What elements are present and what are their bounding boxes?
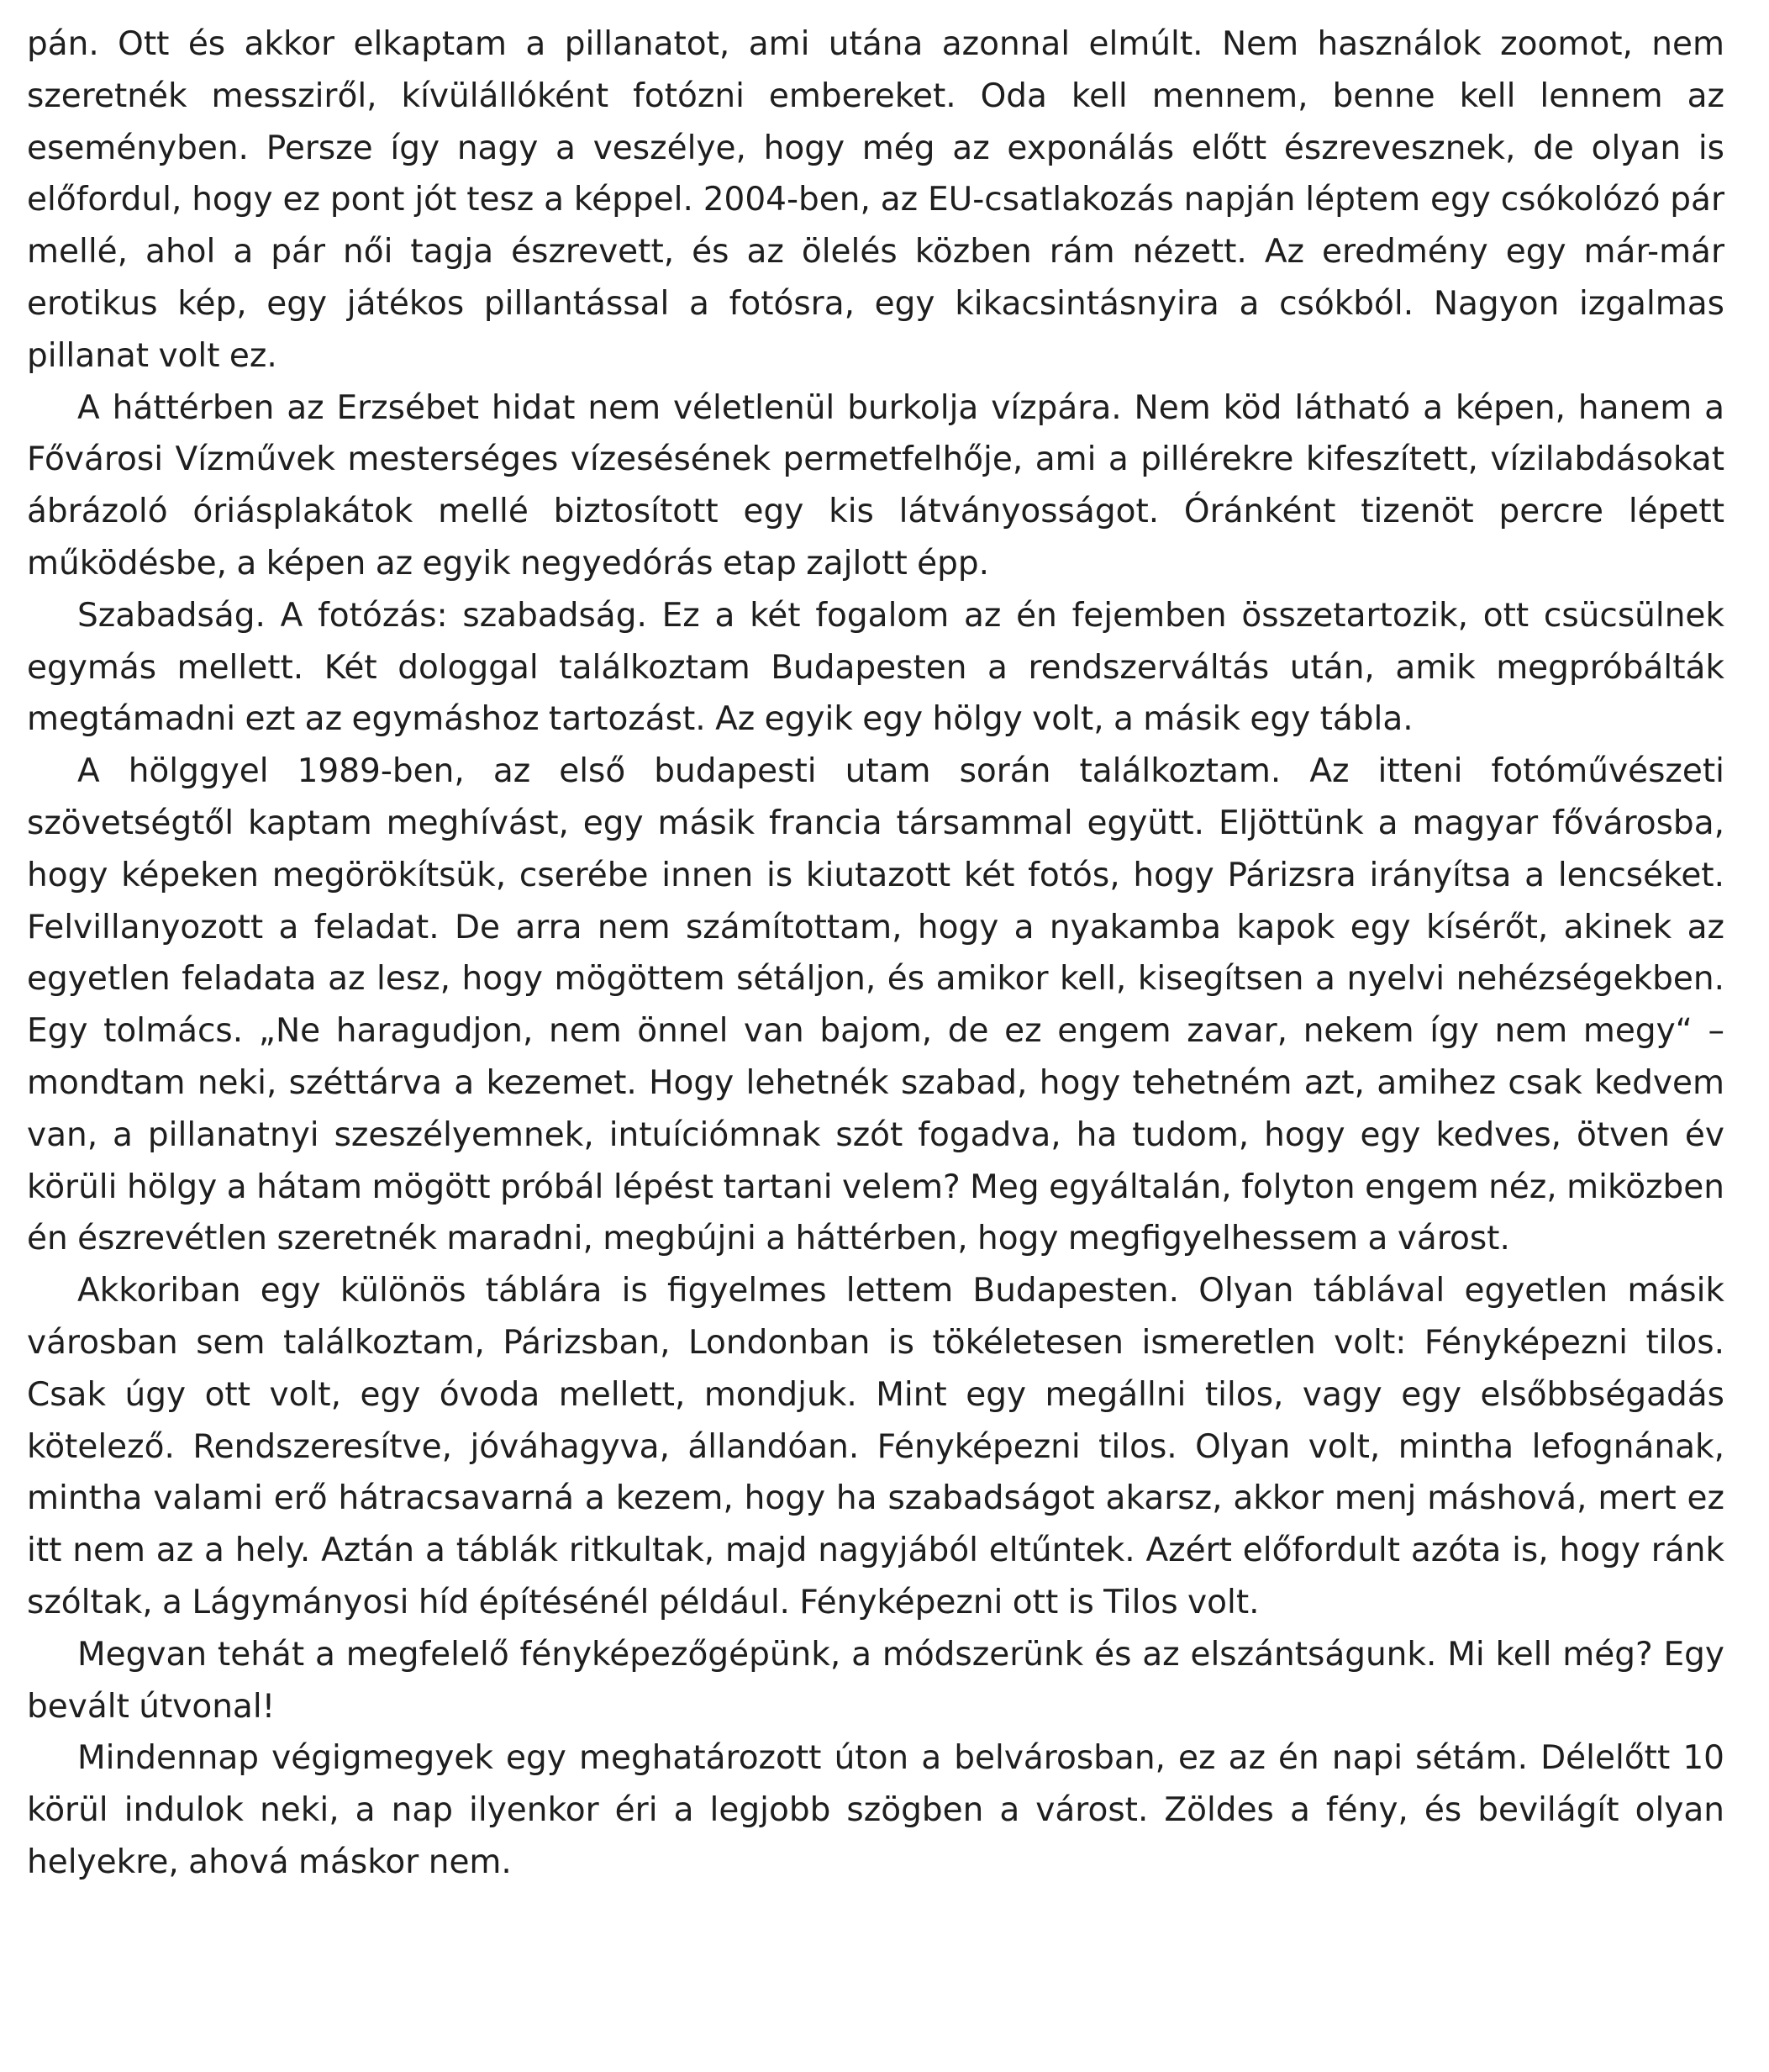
paragraph-7: Mindennap végigmegyek egy meghatározott úton a belvárosban, ez az én napi sétám. Délelőtt 10 körül indulok neki, a nap ilyenkor éri a legjobb szögben a várost. Zöldes a fény, és bevilágít olyan helyekre, ahová máskor nem. bbox=[27, 1739, 1724, 1881]
paragraph-5: Akkoriban egy különös táblára is figyelmes lettem Budapesten. Olyan táblával egyetlen másik városban sem találkoztam, Párizsban, Londonban is tökéletesen ismeretlen volt: Fényképezni tilos. Csak úgy ott volt, egy óvoda mellett, mondjuk. Mint egy megállni tilos, vagy egy elsőbbségadás kötelező. Rendszeresítve, jóváhagyva, állandóan. Fényképezni tilos. Olyan volt, mintha lefognának, mintha valami erő hátracsavarná a kezem, hogy ha szabadságot akarsz, akkor menj máshová, mert ez itt nem az a hely. Aztán a táblák ritkultak, majd nagyjából eltűntek. Azért előfordult azóta is, hogy ránk szóltak, a Lágymányosi híd építésénél például. Fényképezni ott is Tilos volt. bbox=[27, 1272, 1724, 1621]
paragraph-4: A hölggyel 1989-ben, az első budapesti utam során találkoztam. Az itteni fotóművészeti szövetségtől kaptam meghívást, egy másik francia társammal együtt. Eljöttünk a magyar fővárosba, hogy képeken megörökítsük, cserébe innen is kiutazott két fotós, hogy Párizsra irányítsa a lencséket. Felvillanyozott a feladat. De arra nem számítottam, hogy a nyakamba kapok egy kísérőt, akinek az egyetlen feladata az lesz, hogy mögöttem sétáljon, és amikor kell, kisegítsen a nyelvi nehézségekben. Egy tolmács. „Ne haragudjon, nem önnel van bajom, de ez engem zavar, nekem így nem megy“ – mondtam neki, széttárva a kezemet. Hogy lehetnék szabad, hogy tehetném azt, amihez csak kedvem van, a pillanatnyi szeszélyemnek, intuíciómnak szót fogadva, ha tudom, hogy egy kedves, ötven év körüli hölgy a hátam mögött próbál lépést tartani velem? Meg egyáltalán, folyton engem néz, miközben én észrevétlen szeretnék maradni, megbújni a háttérben, hogy megfigyelhessem a várost. bbox=[27, 752, 1724, 1258]
book-page-text bbox=[27, 18, 1724, 1889]
paragraph-2: A háttérben az Erzsébet hidat nem véletlenül burkolja vízpára. Nem köd látható a képen, hanem a Fővárosi Vízművek mesterséges vízesésének permetfelhője, ami a pillérekre kifeszített, vízilabdásokat ábrázoló óriásplakátok mellé biztosított egy kis látványosságot. Óránként tizenöt percre lépett működésbe, a képen az egyik negyedórás etap zajlott épp. bbox=[27, 388, 1724, 583]
paragraph-3: Szabadság. A fotózás: szabadság. Ez a két fogalom az én fejemben összetartozik, ott csücsülnek egymás mellett. Két dologgal találkoztam Budapesten a rendszerváltás után, amik megpróbálták megtámadni ezt az egymáshoz tartozást. Az egyik egy hölgy volt, a másik egy tábla. bbox=[27, 596, 1724, 739]
paragraph-6: Megvan tehát a megfelelő fényképezőgépünk, a módszerünk és az elszántságunk. Mi kell még? Egy bevált útvonal! bbox=[27, 1635, 1724, 1726]
paragraph-1: pán. Ott és akkor elkaptam a pillanatot, ami utána azonnal elmúlt. Nem használok zoomot, nem szeretnék messziről, kívülállóként fotózni embereket. Oda kell mennem, benne kell lennem az eseményben. Persze így nagy a veszélye, hogy még az exponálás előtt észrevesznek, de olyan is előfordul, hogy ez pont jót tesz a képpel. 2004-ben, az EU-csatlakozás napján léptem egy csókolózó pár mellé, ahol a pár női tagja észrevett, és az ölelés közben rám nézett. Az eredmény egy már-már erotikus kép, egy játékos pillantással a fotósra, egy kikacsintásnyira a csókból. Nagyon izgalmas pillanat volt ez. bbox=[27, 25, 1724, 375]
